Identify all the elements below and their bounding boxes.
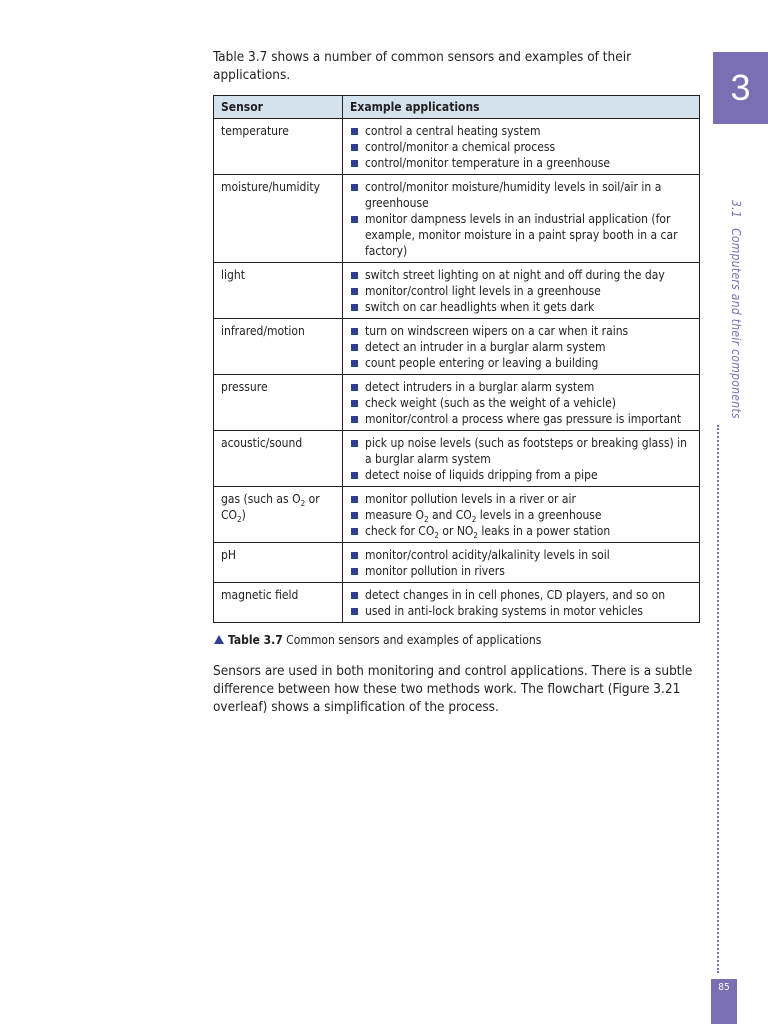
- list-item: [350, 587, 692, 603]
- list-item: [350, 211, 692, 259]
- square-bullet-icon: [351, 328, 358, 335]
- caption-label: Table 3.7: [228, 633, 283, 647]
- square-bullet-icon: [351, 440, 358, 447]
- sensor-name: light: [214, 263, 343, 319]
- sensor-name: pressure: [214, 375, 343, 431]
- page-number: 85: [711, 979, 737, 1024]
- sensor-name: acoustic/sound: [214, 431, 343, 487]
- application-text: monitor/control light levels in a greenhouse: [365, 284, 601, 298]
- applications-cell: [343, 263, 700, 319]
- table-row: [214, 319, 700, 375]
- application-text: monitor dampness levels in an industrial application (for example, monitor moisture in a paint spray booth in a car factory): [365, 212, 678, 258]
- applications-list: [350, 267, 692, 315]
- square-bullet-icon: [351, 568, 358, 575]
- list-item: [350, 435, 692, 467]
- application-text: detect intruders in a burglar alarm system: [365, 380, 595, 394]
- sensor-name: infrared/motion: [214, 319, 343, 375]
- applications-cell: [343, 375, 700, 431]
- application-text: pick up noise levels (such as footsteps or breaking glass) in a burglar alarm system: [365, 436, 688, 466]
- list-item: [350, 355, 692, 371]
- table-row: [214, 175, 700, 263]
- square-bullet-icon: [351, 528, 358, 535]
- list-item: [350, 467, 692, 483]
- application-text: switch on car headlights when it gets dark: [365, 300, 595, 314]
- section-title: Computers and their components: [729, 228, 743, 419]
- table-header-row: [214, 96, 700, 119]
- list-item: [350, 523, 692, 539]
- application-text: monitor/control acidity/alkalinity levels in soil: [365, 548, 610, 562]
- applications-cell: [343, 175, 700, 263]
- list-item: [350, 283, 692, 299]
- applications-list: [350, 587, 692, 619]
- intro-paragraph: Table 3.7 shows a number of common sensors and examples of their applications.: [213, 49, 632, 83]
- list-item: [350, 179, 692, 211]
- square-bullet-icon: [351, 344, 358, 351]
- application-text: control/monitor a chemical process: [365, 140, 556, 154]
- square-bullet-icon: [351, 360, 358, 367]
- sensor-name: gas (such as $O_2$ or $CO_2$): [214, 487, 343, 543]
- square-bullet-icon: [351, 496, 358, 503]
- application-text: detect noise of liquids dripping from a pipe: [365, 468, 598, 482]
- square-bullet-icon: [351, 128, 358, 135]
- header-applications: Example applications: [343, 96, 700, 119]
- application-text: detect changes in in cell phones, CD players, and so on: [365, 588, 666, 602]
- square-bullet-icon: [351, 216, 358, 223]
- square-bullet-icon: [351, 384, 358, 391]
- application-text: measure $O_2$ and $CO_2$ levels in a greenhouse: [365, 508, 602, 524]
- list-item: [350, 339, 692, 355]
- square-bullet-icon: [351, 552, 358, 559]
- applications-list: [350, 123, 692, 171]
- application-text: monitor pollution levels in a river or air: [365, 492, 576, 506]
- applications-cell: [343, 543, 700, 583]
- chapter-tab: 3: [713, 52, 768, 124]
- sensor-name: magnetic field: [214, 583, 343, 623]
- list-item: [350, 491, 692, 507]
- table-row: [214, 583, 700, 623]
- application-text: switch street lighting on at night and off during the day: [365, 268, 665, 282]
- list-item: [350, 563, 692, 579]
- applications-cell: [343, 319, 700, 375]
- applications-list: [350, 323, 692, 371]
- body-paragraph: Sensors are used in both monitoring and control applications. There is a subtle difference between how these two methods work. The flowchart (Figure 3.21 overleaf) shows a simplification of the process.: [213, 663, 693, 715]
- table-row: [214, 487, 700, 543]
- table-row: [214, 431, 700, 487]
- applications-list: [350, 179, 692, 259]
- application-text: monitor pollution in rivers: [365, 564, 505, 578]
- applications-cell: [343, 583, 700, 623]
- square-bullet-icon: [351, 416, 358, 423]
- applications-list: [350, 379, 692, 427]
- application-text: control a central heating system: [365, 124, 541, 138]
- table-row: [214, 119, 700, 175]
- applications-cell: [343, 431, 700, 487]
- list-item: [350, 267, 692, 283]
- square-bullet-icon: [351, 288, 358, 295]
- applications-cell: [343, 487, 700, 543]
- square-bullet-icon: [351, 160, 358, 167]
- square-bullet-icon: [351, 592, 358, 599]
- list-item: [350, 395, 692, 411]
- table-row: [214, 543, 700, 583]
- section-number: 3.1: [729, 200, 743, 219]
- square-bullet-icon: [351, 184, 358, 191]
- application-text: detect an intruder in a burglar alarm system: [365, 340, 606, 354]
- table-row: [214, 375, 700, 431]
- application-text: count people entering or leaving a building: [365, 356, 599, 370]
- sensor-name: moisture/humidity: [214, 175, 343, 263]
- list-item: [350, 323, 692, 339]
- triangle-icon: [214, 635, 224, 644]
- applications-list: [350, 435, 692, 483]
- application-text: control/monitor temperature in a greenhouse: [365, 156, 610, 170]
- application-text: check for $CO_2$ or $NO_2$ leaks in a power station: [365, 524, 611, 540]
- sensor-name: temperature: [214, 119, 343, 175]
- application-text: monitor/control a process where gas pressure is important: [365, 412, 682, 426]
- square-bullet-icon: [351, 304, 358, 311]
- square-bullet-icon: [351, 272, 358, 279]
- square-bullet-icon: [351, 472, 358, 479]
- list-item: [350, 123, 692, 139]
- table-caption: [214, 632, 541, 648]
- square-bullet-icon: [351, 144, 358, 151]
- list-item: [350, 411, 692, 427]
- sensor-name: pH: [214, 543, 343, 583]
- list-item: [350, 603, 692, 619]
- list-item: [350, 299, 692, 315]
- application-text: control/monitor moisture/humidity levels in soil/air in a greenhouse: [365, 180, 662, 210]
- section-label: [727, 200, 743, 419]
- applications-cell: [343, 119, 700, 175]
- applications-list: [350, 491, 692, 539]
- table-row: [214, 263, 700, 319]
- application-text: turn on windscreen wipers on a car when it rains: [365, 324, 629, 338]
- dotted-rule: [717, 425, 719, 973]
- header-sensor: Sensor: [214, 96, 343, 119]
- list-item: [350, 139, 692, 155]
- sensors-table: [213, 95, 700, 623]
- list-item: [350, 507, 692, 523]
- list-item: [350, 379, 692, 395]
- applications-list: [350, 547, 692, 579]
- caption-text: Common sensors and examples of applications: [286, 633, 542, 647]
- square-bullet-icon: [351, 400, 358, 407]
- list-item: [350, 155, 692, 171]
- square-bullet-icon: [351, 512, 358, 519]
- square-bullet-icon: [351, 608, 358, 615]
- application-text: used in anti-lock braking systems in motor vehicles: [365, 604, 644, 618]
- application-text: check weight (such as the weight of a vehicle): [365, 396, 616, 410]
- list-item: [350, 547, 692, 563]
